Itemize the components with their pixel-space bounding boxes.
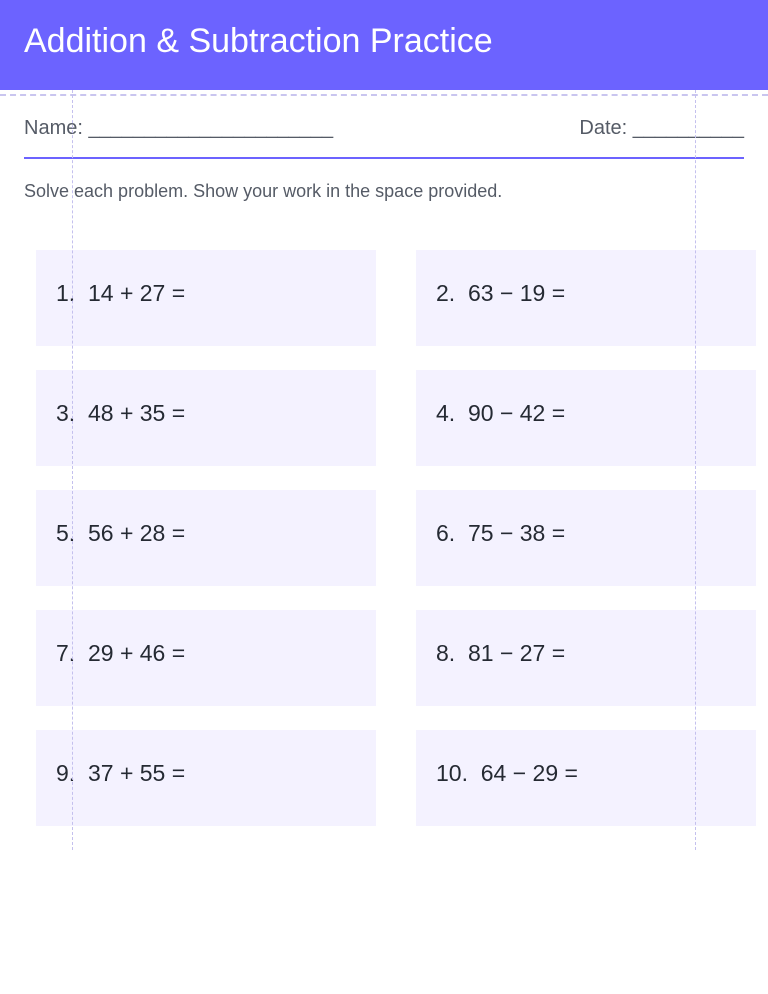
problem-number: 9. bbox=[56, 760, 76, 786]
problem-text bbox=[56, 398, 185, 428]
problem-card bbox=[416, 490, 756, 586]
problem-expression: 29 + 46 = bbox=[87, 640, 186, 666]
problem-text bbox=[436, 758, 578, 788]
problem-text bbox=[436, 518, 565, 548]
problem-expression: 14 + 27 = bbox=[87, 280, 186, 306]
problem-number: 6. bbox=[436, 520, 456, 546]
problem-number: 2. bbox=[436, 280, 456, 306]
problem-text bbox=[56, 278, 185, 308]
problem-card bbox=[36, 370, 376, 466]
problem-number: 7. bbox=[56, 640, 76, 666]
problem-expression: 63 − 19 = bbox=[467, 280, 566, 306]
date-label: Date: bbox=[579, 117, 628, 139]
problem-expression: 64 − 29 = bbox=[480, 760, 578, 786]
problem-text bbox=[436, 398, 565, 428]
problem-text bbox=[56, 638, 185, 668]
problem-text bbox=[56, 518, 185, 548]
problem-number: 4. bbox=[436, 400, 456, 426]
problem-text bbox=[56, 758, 185, 788]
problem-number: 8. bbox=[436, 640, 456, 666]
problem-expression: 90 − 42 = bbox=[467, 400, 566, 426]
problem-card bbox=[36, 250, 376, 346]
problem-card bbox=[416, 370, 756, 466]
problem-expression: 56 + 28 = bbox=[87, 520, 186, 546]
problem-card bbox=[416, 610, 756, 706]
problem-number: 10. bbox=[436, 760, 468, 786]
problem-card bbox=[36, 730, 376, 826]
name-blank-line: ______________________ bbox=[88, 117, 334, 139]
name-label: Name: bbox=[24, 117, 83, 139]
problem-number: 1. bbox=[56, 280, 76, 306]
problem-expression: 48 + 35 = bbox=[87, 400, 186, 426]
problem-card bbox=[416, 730, 756, 826]
problem-expression: 81 − 27 = bbox=[467, 640, 566, 666]
problem-text bbox=[436, 638, 565, 668]
instructions: Solve each problem. Show your work in the space provided. bbox=[24, 181, 503, 201]
worksheet-title: Addition & Subtraction Practice bbox=[24, 22, 493, 60]
problem-expression: 75 − 38 = bbox=[467, 520, 566, 546]
left-margin-guide bbox=[72, 90, 73, 850]
problem-number: 3. bbox=[56, 400, 76, 426]
problem-card bbox=[36, 610, 376, 706]
problem-card bbox=[416, 250, 756, 346]
problem-expression: 37 + 55 = bbox=[87, 760, 186, 786]
date-blank-line: __________ bbox=[632, 117, 744, 139]
problem-text bbox=[436, 278, 565, 308]
problem-number: 5. bbox=[56, 520, 76, 546]
right-margin-guide bbox=[695, 90, 696, 850]
problem-card bbox=[36, 490, 376, 586]
